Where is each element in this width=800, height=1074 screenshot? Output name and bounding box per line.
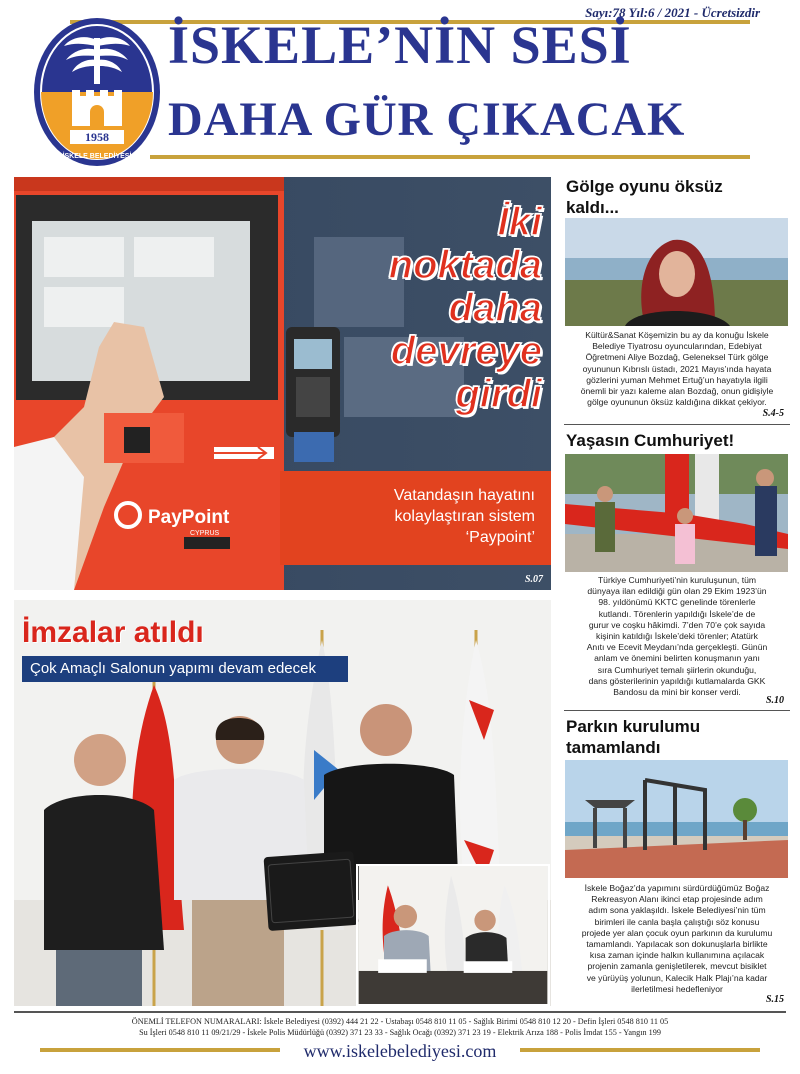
story-title: Parkın kurulumu tamamlandı [566, 717, 701, 757]
page-reference: S.07 [524, 574, 543, 585]
masthead-title-line1: İSKELE’NİN SESİ [168, 15, 632, 75]
footer-top-rule [14, 1011, 786, 1013]
paypoint-headline: İki noktada daha devreye girdi [388, 200, 542, 416]
footer-phone-numbers: ÖNEMLİ TELEFON NUMARALARI: İskele Belediyesi (0392) 444 21 22 - Ustabaşı 0548 810 11 05 - Sağlık Birimi 0548 810 12 20 - Defin İşleri 0548 810 11 05 Su İşleri 0548 810 11 09/21/29 - İskele Polis Müdürlüğü (0392) 371 23 33 - Sağlık Ocağı (0392) 371 23 19 - Elektrik Arıza 188 - Polis İmdat 155 - Yangın 199 [131, 1017, 669, 1037]
story-body: İskele Boğaz’da yapımını sürdürdüğümüz Boğaz Rekreasyon Alanı ikinci etap projesinde adım adım sona yaklaşıldı. İskele Belediyesi’nin tüm birimleri ile canla başla çalıştığı söz konusu projede yer alan çocuk oyun parkının da kurulumu tamamlandı. Yapılacak son dokunuşlarla birlikte kısa zaman içinde halkın kullanımına açılacak projenin zamanla genişletilerek, mevcut bisiklet ve yürüyüş yolunun, Kalecik Halk Plajı’na kadar ilerletilmesi hedefleniyor [581, 883, 773, 994]
svg-text:CYPRUS: CYPRUS [190, 530, 220, 537]
municipality-logo-icon [32, 16, 162, 168]
svg-text:1958: 1958 [85, 130, 109, 144]
park-photo [565, 760, 788, 878]
portrait-photo [565, 218, 788, 326]
signing-story[interactable] [14, 600, 551, 1006]
paypoint-subheadline: Vatandaşın hayatını kolaylaştıran sistem ‘Paypoint’ [393, 487, 535, 546]
page-reference: S.4-5 [762, 408, 784, 419]
divider [564, 710, 790, 711]
story-body: Türkiye Cumhuriyeti’nin kuruluşunun, tüm dünyaya ilan edildiği gün olan 29 Ekim 1923’ün 98. yıldönümü KKTC genelinde törenlerle kutlandı. Törenlerin yapıldığı İskele’de de gurur ve coşku hâkimdi. 7’den 70’e çok sayıda kişinin katıldığı İskele’deki törenler; Atatürk Anıtı ve Ecevit Meydanı’nda gerçekleşti. Günün anlam ve önemini belirten konuşmanın yanı sıra Cumhuriyet temalı şiirlerin okunduğu, dans gösterilerinin yapıldığı kutlamalarda GKK Bandosu da mini bir konser verdi. [586, 575, 768, 698]
page-reference: S.15 [765, 994, 784, 1005]
signing-subheadline-banner [22, 656, 348, 682]
svg-text:PayPoint: PayPoint [148, 507, 230, 528]
ceremony-photo [565, 454, 788, 572]
sidebar-news [560, 172, 792, 1012]
story-title: Yaşasın Cumhuriyet! [566, 431, 735, 450]
signing-headline: İmzalar atıldı [22, 616, 204, 649]
paypoint-subheadline-banner [280, 471, 551, 565]
signing-inset-photo [356, 864, 550, 1006]
story-body: Kültür&Sanat Köşemizin bu ay da konuğu İskele Belediye Tiyatrosu oyuncularından, Edebiyat Öğretmeni Aliye Bozdağ, Geleneksel Türk gölge oyununun Kıbrıslı üstadı, 2021 Mayıs’ında hayata gözlerini yuman Mehmet Ertuğ’un hayatıyla ilgili önemli bir yazı kaleme alan Bozdağ, onun gidişiyle gölge oyununun öksüz kaldığına dikkat çekiyor. [580, 330, 774, 408]
page-reference: S.10 [765, 695, 784, 706]
svg-text:İSKELE BELEDİYESİ: İSKELE BELEDİYESİ [62, 153, 132, 160]
masthead-title-line2: DAHA GÜR ÇIKACAK [168, 93, 686, 146]
divider [564, 424, 790, 425]
story-title: Gölge oyunu öksüz kaldı... [566, 177, 723, 217]
signing-subheadline: Çok Amaçlı Salonun yapımı devam edecek [30, 660, 316, 677]
website-link[interactable]: www.iskelebelediyesi.com [303, 1041, 497, 1061]
masthead [0, 0, 800, 172]
masthead-bottom-rule [150, 155, 750, 159]
paypoint-story[interactable] [14, 177, 551, 590]
issue-info: Sayı:78 Yıl:6 / 2021 - Ücretsizdir [585, 5, 760, 20]
